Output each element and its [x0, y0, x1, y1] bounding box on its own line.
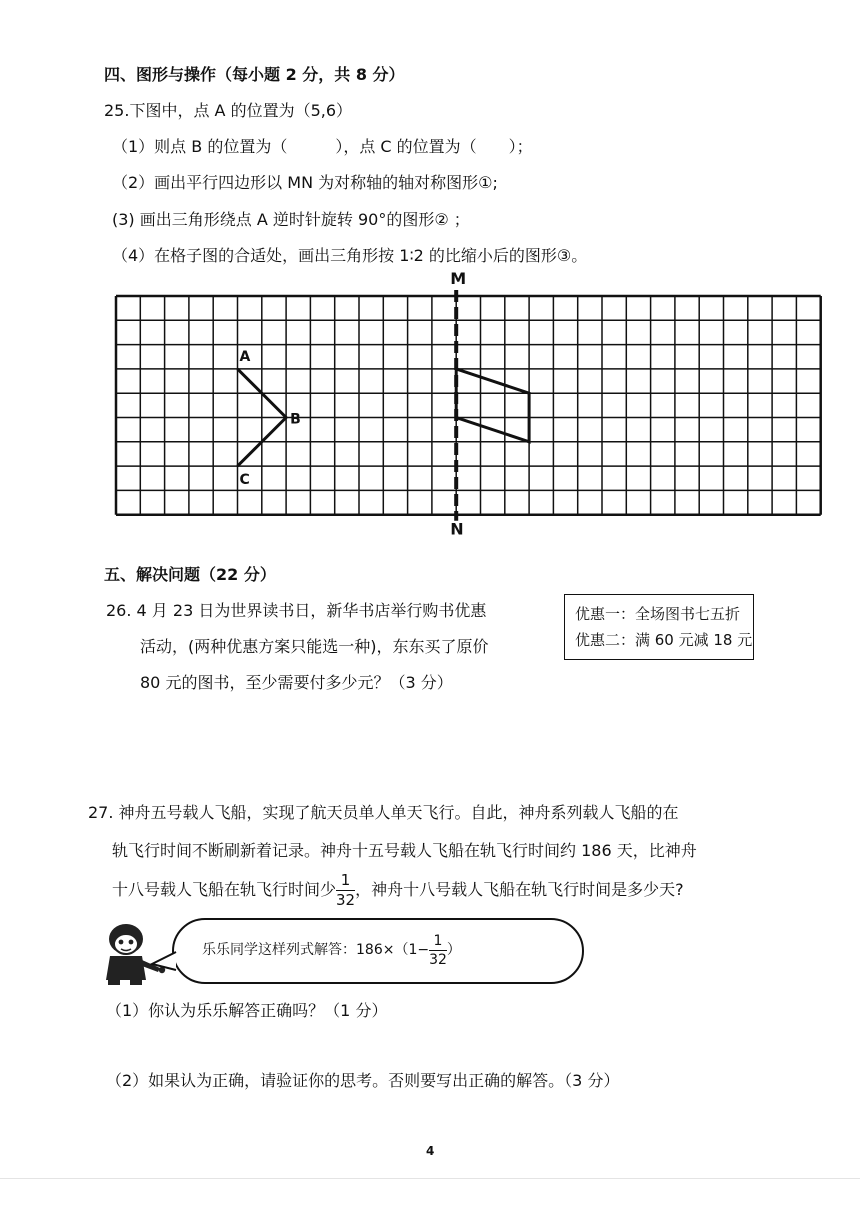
- label-c: C: [239, 472, 250, 489]
- q27-fraction-denominator: 32: [336, 891, 356, 909]
- q27-line-1: 27. 神舟五号载人飞船，实现了航天员单人单天飞行。自此，神舟系列载人飞船的在: [88, 803, 679, 822]
- q27-fraction-numerator: 1: [336, 873, 355, 891]
- grid-lines: [116, 296, 821, 515]
- q26-line-1: 26. 4 月 23 日为世界读书日，新华书店举行购书优惠: [106, 601, 487, 620]
- parallelogram: [456, 369, 529, 442]
- q27-line-3: [112, 872, 684, 908]
- q27-fraction: [336, 873, 355, 908]
- bubble-fraction: [429, 934, 447, 967]
- label-n: N: [450, 519, 464, 539]
- q25-part-3: (3) 画出三角形绕点 A 逆时针旋转 90°的图形② ；: [112, 210, 470, 229]
- section-5-title: 五、解决问题（22 分）: [104, 565, 276, 584]
- q27-sub-1: （1）你认为乐乐解答正确吗？（1 分）: [106, 1001, 388, 1020]
- bubble-fraction-numerator: 1: [429, 934, 447, 951]
- q27-sub-2: （2）如果认为正确，请验证你的思考。否则要写出正确的解答。（3 分）: [106, 1071, 620, 1090]
- q25-stem: 25.下图中，点 A 的位置为（5,6）: [104, 101, 353, 120]
- q25-part-4: （4）在格子图的合适处，画出三角形按 1∶2 的比缩小后的图形③。: [112, 246, 588, 265]
- section-4-title: 四、图形与操作（每小题 2 分，共 8 分）: [104, 65, 405, 84]
- bubble-formula: [202, 928, 461, 972]
- q26-line-2: 活动，(两种优惠方案只能选一种)，东东买了原价: [140, 637, 489, 656]
- q25-part-1: （1）则点 B 的位置为（ ），点 C 的位置为（ ）；: [112, 137, 533, 156]
- bubble-fraction-denominator: 32: [429, 951, 447, 968]
- page-bottom-divider: [0, 1178, 860, 1179]
- promotion-offer-1: 优惠一：全场图书七五折: [575, 605, 741, 623]
- speech-bubble-tail: [150, 950, 178, 974]
- q27-line-3-before: 十八号载人飞船在轨飞行时间少: [112, 880, 337, 899]
- label-a: A: [239, 348, 251, 365]
- page-number: 4: [426, 1144, 435, 1158]
- label-b: B: [290, 411, 301, 428]
- promotion-box: [564, 594, 754, 660]
- bubble-formula-before: 乐乐同学这样列式解答：186×（1−: [202, 942, 430, 958]
- q27-line-2: 轨飞行时间不断刷新着记录。神舟十五号载人飞船在轨飞行时间约 186 天，比神舟: [112, 841, 697, 860]
- q25-part-2: （2）画出平行四边形以 MN 为对称轴的轴对称图形①;: [112, 173, 498, 192]
- speech-bubble: [172, 918, 584, 984]
- q27-line-3-after: ，神舟十八号载人飞船在轨飞行时间是多少天?: [355, 880, 684, 899]
- label-m: M: [450, 269, 467, 288]
- promotion-offer-2: 优惠二：满 60 元减 18 元: [575, 631, 753, 649]
- q26-line-3: 80 元的图书，至少需要付多少元？（3 分）: [140, 673, 453, 692]
- grid-figure: [0, 0, 860, 560]
- bubble-formula-after: ）: [446, 942, 461, 958]
